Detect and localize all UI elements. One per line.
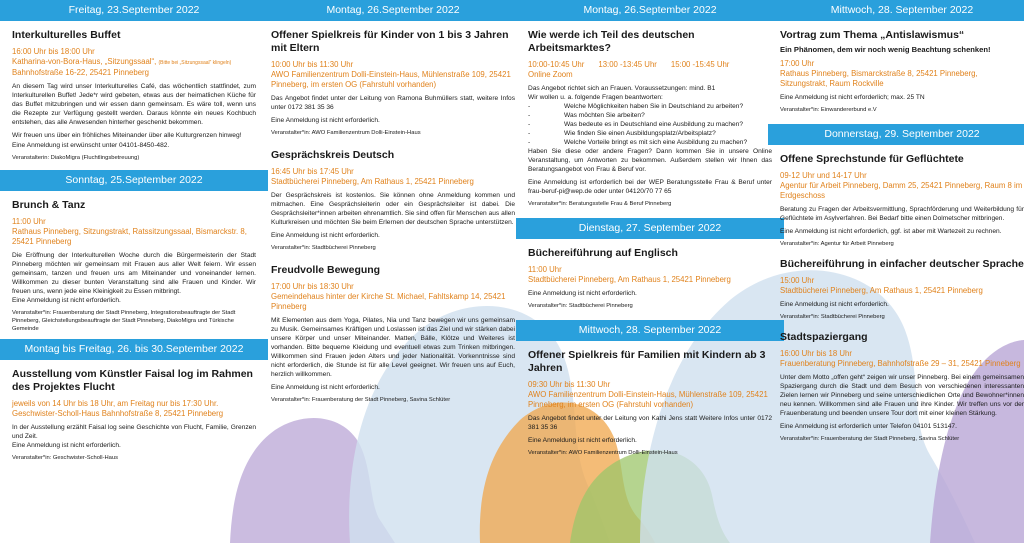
event-registration: Eine Anmeldung ist nicht erforderlich. bbox=[528, 437, 637, 444]
event-time: 15:00 Uhr bbox=[780, 276, 815, 285]
event-title: Vortrag zum Thema „Antislawismus“ bbox=[780, 29, 965, 41]
list-item: - Was bedeute es in Deutschland eine Ausbildung zu machen? bbox=[528, 121, 744, 128]
event-description: Unter dem Motto „offen geht“ zeigen wir unser Pinneberg. Bei einem gemeinsamen Spaziergang durch die Stadt und dem Besuch von verschiedenen interessanten Zielen lernen wir Pinneberg und seine unterschiedlichen Orte und Bewohner*innen neu kennen. Willkommen sind alle Frauen und ihre Kinder. Wir treffen uns vor der Frauenberatung und beenden unsere Tour dort mit einer kleinen Stärkung. bbox=[780, 374, 1024, 417]
event-organizer: Veranstalter*in: Einwandererbund e.V bbox=[780, 107, 877, 113]
event-place: Agentur für Arbeit Pinneberg, Damm 25, 25421 Pinneberg, Raum 8 im Erdgeschoss bbox=[780, 181, 1023, 200]
event-title: Interkulturelles Buffet bbox=[12, 29, 121, 41]
event-time: 11:00 Uhr bbox=[12, 217, 46, 226]
event-registration: Eine Anmeldung ist nicht erforderlich; max. 25 TN bbox=[780, 94, 925, 101]
event-organizer: Veranstalterin: DiakoMigra (Fluchtlingsbetreuung) bbox=[12, 155, 140, 161]
event-description: Das Angebot findet unter der Leitung von Kathi Jens statt Weitere Infos unter 0172 381 35 36 bbox=[528, 415, 772, 431]
event-organizer: Veranstalter*in: Frauenberatung der Stadt Pinneberg, Savina Schlüter bbox=[780, 436, 960, 442]
event-place: AWO Familienzentrum Dolli-Einstein-Haus, Mühlenstraße 109, 25421 Pinneberg, im ersten OG (Fahrstuhl vorhanden) bbox=[528, 390, 768, 409]
event-organizer: Veranstalter*in: Frauenberatung der Stadt Pinneberg, Savina Schlüter bbox=[271, 397, 451, 403]
event-time: 17:00 Uhr bis 18:30 Uhr bbox=[271, 282, 354, 291]
event-place: Geschwister-Scholl-Haus Bahnhofstraße 8, 25421 Pinneberg bbox=[12, 409, 224, 418]
event-stadtspaziergang bbox=[780, 331, 1024, 443]
event-time: 17:00 Uhr bbox=[780, 59, 815, 68]
event-organizer: Veranstalter*in: Agentur für Arbeit Pinneberg bbox=[780, 241, 894, 247]
event-time: 09:30 Uhr bis 11:30 Uhr bbox=[528, 380, 611, 389]
event-title: Gesprächskreis Deutsch bbox=[271, 149, 395, 161]
event-spielkreis-kinder bbox=[271, 29, 515, 137]
list-item: - Was möchten Sie arbeiten? bbox=[528, 112, 645, 119]
event-time: 10:00 Uhr bis 11:30 Uhr bbox=[271, 60, 354, 69]
event-organizer: Veranstalter*in: Geschwister-Scholl-Haus bbox=[12, 455, 118, 461]
event-brunch-tanz bbox=[12, 199, 256, 333]
event-time: 11:00 Uhr bbox=[528, 265, 562, 274]
event-place: Online Zoom bbox=[528, 70, 573, 79]
event-place: Katharina-von-Bora-Haus, „Sitzungssaal“, (Bitte bei „Sitzungssaal“ klingeln) bbox=[12, 57, 232, 66]
column-4 bbox=[780, 0, 1024, 543]
event-description-3: Haben Sie diese oder andere Fragen? Dann kommen Sie in unsere Online Veranstaltung, um Antworten zu bekommen. Außerdem stellen wir Ihnen das Beratungsangebot von Frau & Beruf vor. bbox=[528, 148, 772, 173]
event-organizer: Veranstalter*in: AWO Familienzentrum Dolli-Einstein-Haus bbox=[528, 450, 678, 456]
event-registration: Eine Anmeldung ist nicht erforderlich. bbox=[271, 384, 380, 391]
event-description-2: Wir freuen uns über ein fröhliches Miteinander über alle Kulturgrenzen hinweg! bbox=[12, 132, 242, 139]
event-description: An diesem Tag wird unser Interkulturelles Café, das wöchentlich stattfindet, zum Interkulturellen Buffet! Jede*r wird gebeten, etwas aus der heimatlichen Küche für das Buffet mitzubringen und wir essen dann gemeinsam. Es wäre toll, wenn uns die Rezepte zur Verfügung gestellt werden. Daraus könnte ein neues Kochbuch entstehen, das alle Anwesenden hinterher geschenkt bekommen. bbox=[12, 83, 256, 126]
date-bar: Dienstag, 27. September 2022 bbox=[516, 218, 784, 239]
event-title: Wie werde ich Teil des deutschen Arbeitsmarktes? bbox=[528, 29, 695, 54]
event-place: Stadtbücherei Pinneberg, Am Rathaus 1, 25421 Pinneberg bbox=[780, 286, 983, 295]
event-title: Ausstellung vom Künstler Faisal log im Rahmen des Projektes Flucht bbox=[12, 368, 253, 393]
event-registration: Eine Anmeldung ist nicht erforderlich. bbox=[12, 442, 121, 449]
event-title: Offener Spielkreis für Familien mit Kindern ab 3 Jahren bbox=[528, 349, 766, 374]
event-registration: Eine Anmeldung ist nicht erforderlich. bbox=[12, 297, 121, 304]
event-time: jeweils von 14 Uhr bis 18 Uhr, am Freitag nur bis 17:30 Uhr. bbox=[12, 399, 219, 408]
date-bar: Mittwoch, 28. September 2022 bbox=[768, 0, 1024, 21]
event-description: Das Angebot findet unter der Leitung von Ramona Buhmüllers statt, weitere Infos unter 0172 381 35 36 bbox=[271, 95, 515, 111]
event-place-address: Bahnhofstraße 16-22, 25421 Pinneberg bbox=[12, 68, 149, 77]
event-description: In der Ausstellung erzählt Faisal log seine Geschichte von Flucht, Familie, Grenzen und Zeit. bbox=[12, 424, 256, 440]
event-registration: Eine Anmeldung ist nicht erforderlich. bbox=[271, 232, 380, 239]
list-item: - Wie finden Sie einen Ausbildungsplatz/Arbeitsplatz? bbox=[528, 130, 716, 137]
date-bar: Montag, 26.September 2022 bbox=[259, 0, 527, 21]
event-registration: Eine Anmeldung ist erforderlich unter Telefon 04101 513147. bbox=[780, 423, 957, 430]
event-title: Büchereiführung in einfacher deutscher Sprache bbox=[780, 258, 1024, 270]
event-description: Beratung zu Fragen der Arbeitsvermittlung, Sprachförderung und Weiterbildung für Geflüchtete im Asylverfahren. Bei Bedarf bitte einen Dolmetscher mitbringen. bbox=[780, 206, 1024, 222]
event-organizer: Veranstalter*in: Beratungsstelle Frau & Beruf Pinneberg bbox=[528, 201, 672, 207]
event-description: Der Gesprächskreis ist kostenlos. Sie können ohne Anmeldung kommen und mitmachen. Eine Gesprächsleiterin oder ein Gesprächsleiter ist dabei. Die Gesprächsleiter*innen arbeiten ehrenamtlich. Sie sind offen für Menschen aus allen Kulturkreisen und möchten Sie beim Erlernen der deutschen Sprache unterstützen. bbox=[271, 192, 515, 226]
event-title: Büchereiführung auf Englisch bbox=[528, 247, 678, 259]
event-gespraechskreis bbox=[271, 149, 515, 252]
event-title: Stadtspaziergang bbox=[780, 331, 868, 343]
event-time: 09-12 Uhr und 14-17 Uhr bbox=[780, 171, 867, 180]
event-description: Mit Elementen aus dem Yoga, Pilates, Nia und Tanz bewegen wir uns gemeinsam zu Musik. Gemeinsames Kräftigen und Loslassen ist das Ziel und wir stärken dabei unsere Körper und unser Miteinander. Matten, Bälle, Klötze und Weiteres ist vorhanden. Bitte bequeme Kleidung und eventuell etwas zum Trinken mitbringen. Willkommen sind Frauen jeden Alters und jeder Nationalität. Vorkenntnisse sind nicht erforderlich, die Stunde ist für alle Level geeignet. Wir freuen uns auf Euch, herzlich willkommen. bbox=[271, 317, 515, 378]
event-time: 16:45 Uhr bis 17:45 Uhr bbox=[271, 167, 354, 176]
event-registration: Eine Anmeldung ist nicht erforderlich. bbox=[271, 117, 380, 124]
event-organizer: Veranstalter*in: Stadtbücherei Pinneberg bbox=[528, 303, 633, 309]
event-place: Stadtbücherei Pinneberg, Am Rathaus 1, 25421 Pinneberg bbox=[271, 177, 474, 186]
event-place: Gemeindehaus hinter der Kirche St. Michael, Fahltskamp 14, 25421 Pinneberg bbox=[271, 292, 506, 311]
event-place: Rathaus Pinneberg, Bismarckstraße 8, 25421 Pinneberg, Sitzungstrakt, Raum Rockville bbox=[780, 69, 978, 88]
list-item: - Welche Vorteile bringt es mit sich eine Ausbildung zu machen? bbox=[528, 139, 748, 146]
event-place: Frauenberatung Pinneberg, Bahnhofstraße 29 – 31, 25421 Pinneberg bbox=[780, 359, 1021, 368]
event-title: Brunch & Tanz bbox=[12, 199, 86, 211]
column-2 bbox=[271, 0, 515, 543]
event-registration: Eine Anmeldung ist erwünscht unter 04101-8450-482. bbox=[12, 142, 170, 149]
event-freudvolle-bewegung bbox=[271, 264, 515, 404]
event-place: AWO Familienzentrum Dolli-Einstein-Haus, Mühlenstraße 109, 25421 Pinneberg, im ersten OG (Fahrstuhl vorhanden) bbox=[271, 70, 511, 89]
event-place: Stadtbücherei Pinneberg, Am Rathaus 1, 25421 Pinneberg bbox=[528, 275, 731, 284]
event-antislawismus bbox=[780, 29, 1024, 114]
event-buechereifuehrung-einfach bbox=[780, 258, 1024, 321]
date-bar: Montag bis Freitag, 26. bis 30.September 2022 bbox=[0, 339, 268, 360]
event-interkulturelles-buffet bbox=[12, 29, 256, 162]
event-time: 16:00 Uhr bis 18 Uhr bbox=[780, 349, 852, 358]
date-bar: Montag, 26.September 2022 bbox=[516, 0, 784, 21]
column-1 bbox=[12, 0, 256, 543]
event-buechereifuehrung-englisch bbox=[528, 247, 772, 310]
date-bar: Mittwoch, 28. September 2022 bbox=[516, 320, 784, 341]
event-title: Offene Sprechstunde für Geflüchtete bbox=[780, 153, 964, 165]
event-description: Die Eröffnung der Interkulturellen Woche durch die Bürgermeisterin der Stadt Pinneberg möchten wir gemeinsam mit Frauen aus aller Welt feiern. Wir essen gemeinsam, tanzen und freuen uns am Miteinander und voneinander lernen. Willkommen zu dieser bunten Veranstaltung sind alle Frauen und Kinder. Wir freuen uns, wenn jede eine Kleinigkeit zu Essen mitbringt. bbox=[12, 252, 256, 295]
date-bar: Donnerstag, 29. September 2022 bbox=[768, 124, 1024, 145]
date-bar: Freitag, 23.September 2022 bbox=[0, 0, 268, 21]
event-title: Freudvolle Bewegung bbox=[271, 264, 381, 276]
event-sprechstunde bbox=[780, 153, 1024, 248]
event-spielkreis-familien bbox=[528, 349, 772, 457]
event-registration: Eine Anmeldung ist nicht erforderlich. bbox=[528, 290, 637, 297]
event-description-2: Wir wollen u. a. folgende Fragen beantworten: bbox=[528, 94, 663, 101]
event-registration: Eine Anmeldung ist erforderlich bei der WEP Beratungsstelle Frau & Beruf unter frau-beruf-pi@wep.de oder unter 04120/70 77 65 bbox=[528, 179, 772, 195]
event-time: 16:00 Uhr bis 18:00 Uhr bbox=[12, 47, 95, 56]
event-registration: Eine Anmeldung ist nicht erforderlich. bbox=[780, 301, 889, 308]
event-title: Offener Spielkreis für Kinder von 1 bis 3 Jahren mit Eltern bbox=[271, 29, 509, 54]
date-bar: Sonntag, 25.September 2022 bbox=[0, 170, 268, 191]
event-description: Das Angebot richtet sich an Frauen. Voraussetzungen: mind. B1 bbox=[528, 85, 716, 92]
event-subtitle: Ein Phänomen, dem wir noch wenig Beachtung schenken! bbox=[780, 45, 991, 54]
event-times: 10:00-10:45 Uhr 13:00 -13:45 Uhr 15:00 -15:45 Uhr bbox=[528, 60, 730, 69]
event-registration: Eine Anmeldung ist nicht erforderlich, ggf. ist aber mit Wartezeit zu rechnen. bbox=[780, 228, 1002, 235]
event-organizer: Veranstalter*in: Frauenberatung der Stadt Pinneberg, Integrationsbeauftragte der Stadt Pinneberg, Gleichstellungsbeauftragte der Stadt Pinneberg, DiakoMigra und Türkische Gemeinde bbox=[12, 310, 236, 332]
event-ausstellung bbox=[12, 368, 256, 462]
event-place: Rathaus Pinneberg, Sitzungstrakt, Ratssitzungssaal, Bismarckstr. 8, 25421 Pinneberg bbox=[12, 227, 247, 246]
column-3 bbox=[528, 0, 772, 543]
event-organizer: Veranstalter*in: AWO Familienzentrum Dolli-Einstein-Haus bbox=[271, 130, 421, 136]
event-organizer: Veranstalter*in: Stadtbücherei Pinneberg bbox=[271, 245, 376, 251]
event-organizer: Veranstalter*in: Stadtbücherei Pinneberg bbox=[780, 314, 885, 320]
list-item: - Welche Möglichkeiten haben Sie in Deutschland zu arbeiten? bbox=[528, 103, 744, 110]
event-arbeitsmarkt bbox=[528, 29, 772, 208]
